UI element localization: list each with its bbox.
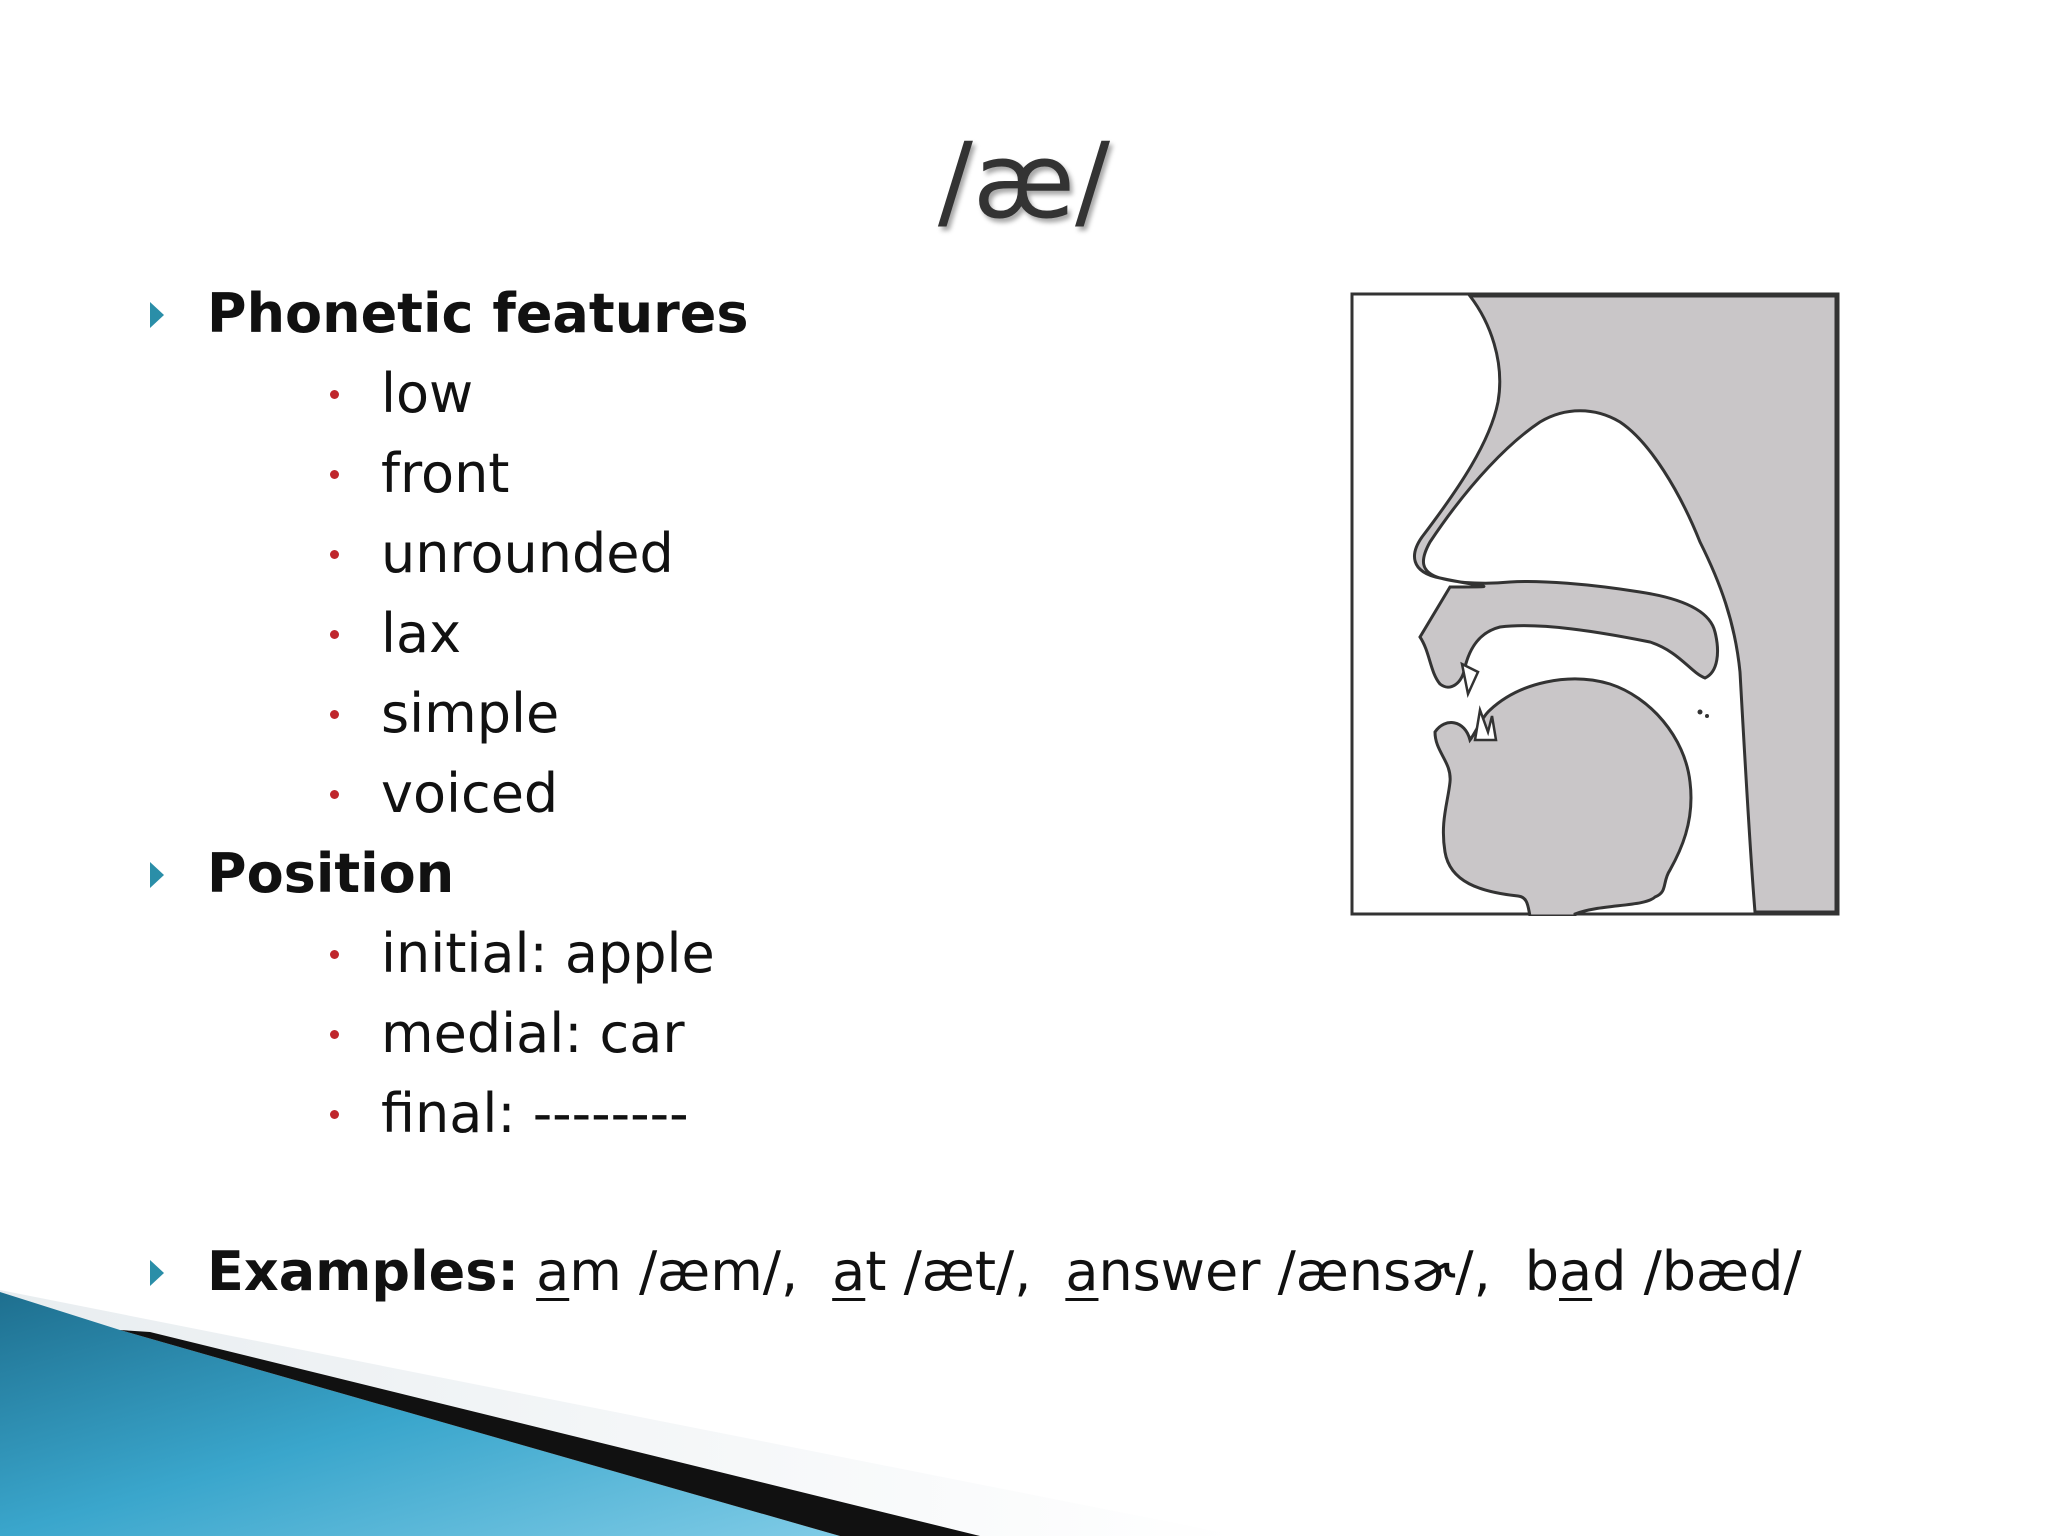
example-word: bad /bæd/ (1524, 1240, 1802, 1303)
example-word: at /æt/, (832, 1240, 1032, 1303)
vocal-tract-diagram (1350, 292, 1840, 916)
triangle-arrow-icon (150, 1260, 164, 1286)
dot-icon (330, 710, 339, 719)
triangle-arrow-icon (150, 862, 164, 888)
triangle-arrow-icon (150, 302, 164, 328)
example-word: answer /ænsɚ/, (1065, 1240, 1491, 1303)
dot-icon (330, 950, 339, 959)
examples-label: Examples: (207, 1240, 519, 1303)
slide-title: /æ/ (937, 120, 1111, 242)
dot-icon (330, 790, 339, 799)
diagram-mark (1705, 714, 1709, 718)
dot-icon (330, 470, 339, 479)
dot-icon (330, 1110, 339, 1119)
content-area: Phonetic features low front unrounded lax simple voiced Position initial: apple medial: car final: -------- (0, 0, 1300, 1536)
dot-icon (330, 390, 339, 399)
example-word: am /æm/, (536, 1240, 799, 1303)
diagram-mark (1698, 710, 1703, 715)
bottom-decoration (0, 1290, 1240, 1536)
dot-icon (330, 550, 339, 559)
dot-icon (330, 630, 339, 639)
dot-icon (330, 1030, 339, 1039)
